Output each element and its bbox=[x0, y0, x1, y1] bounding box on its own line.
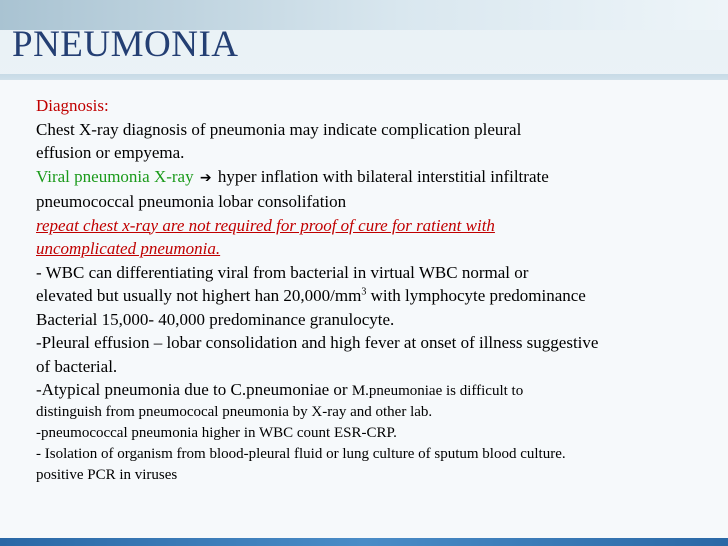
text-line: -Pleural effusion – lobar consolidation and high fever at onset of illness suggestive bbox=[36, 333, 599, 352]
text-line bbox=[36, 284, 720, 308]
text-span: M.pneumoniae is difficult to bbox=[351, 383, 524, 399]
text-line: Bacterial 15,000- 40,000 predominance granulocyte. bbox=[36, 309, 395, 329]
text-line: positive PCR in viruses bbox=[36, 467, 178, 483]
text-line bbox=[36, 165, 720, 191]
text-line: of bacterial. bbox=[36, 356, 118, 376]
text-line: pneumococcal pneumonia lobar consolifation bbox=[36, 192, 347, 211]
slide-title: PNEUMONIA bbox=[12, 24, 239, 65]
text-line bbox=[36, 378, 720, 402]
section-heading: Diagnosis: bbox=[36, 96, 109, 115]
text-line: effusion or empyema. bbox=[36, 143, 185, 162]
text-line: - WBC can differentiating viral from bacterial in virtual WBC normal or bbox=[36, 262, 529, 282]
text-line: Chest X-ray diagnosis of pneumonia may indicate complication pleural bbox=[36, 119, 522, 139]
text-line: - Isolation of organism from blood-pleural fluid or lung culture of sputum blood culture. bbox=[36, 446, 566, 462]
text-span: -Atypical pneumonia due to C.pneumoniae or bbox=[36, 380, 352, 399]
right-arrow-icon: ➔ bbox=[199, 169, 212, 186]
emphasis-line: repeat chest x-ray are not required for proof of cure for ratient with bbox=[36, 215, 495, 235]
text-line: -pneumococcal pneumonia higher in WBC count ESR-CRP. bbox=[36, 425, 397, 441]
viral-xray-label: Viral pneumonia X-ray bbox=[36, 166, 194, 186]
footer-band bbox=[0, 538, 728, 546]
text-line: distinguish from pneumococal pneumonia by X-ray and other lab. bbox=[36, 404, 433, 420]
slide-body bbox=[36, 94, 720, 486]
emphasis-line: uncomplicated pneumonia. bbox=[36, 239, 221, 258]
text-span: elevated but usually not highert han 20,000/mm bbox=[36, 286, 362, 305]
text-span: with lymphocyte predominance bbox=[366, 286, 586, 305]
superscript: 3 bbox=[361, 286, 367, 298]
text-span: hyper inflation with bilateral interstitial infiltrate bbox=[213, 166, 549, 186]
